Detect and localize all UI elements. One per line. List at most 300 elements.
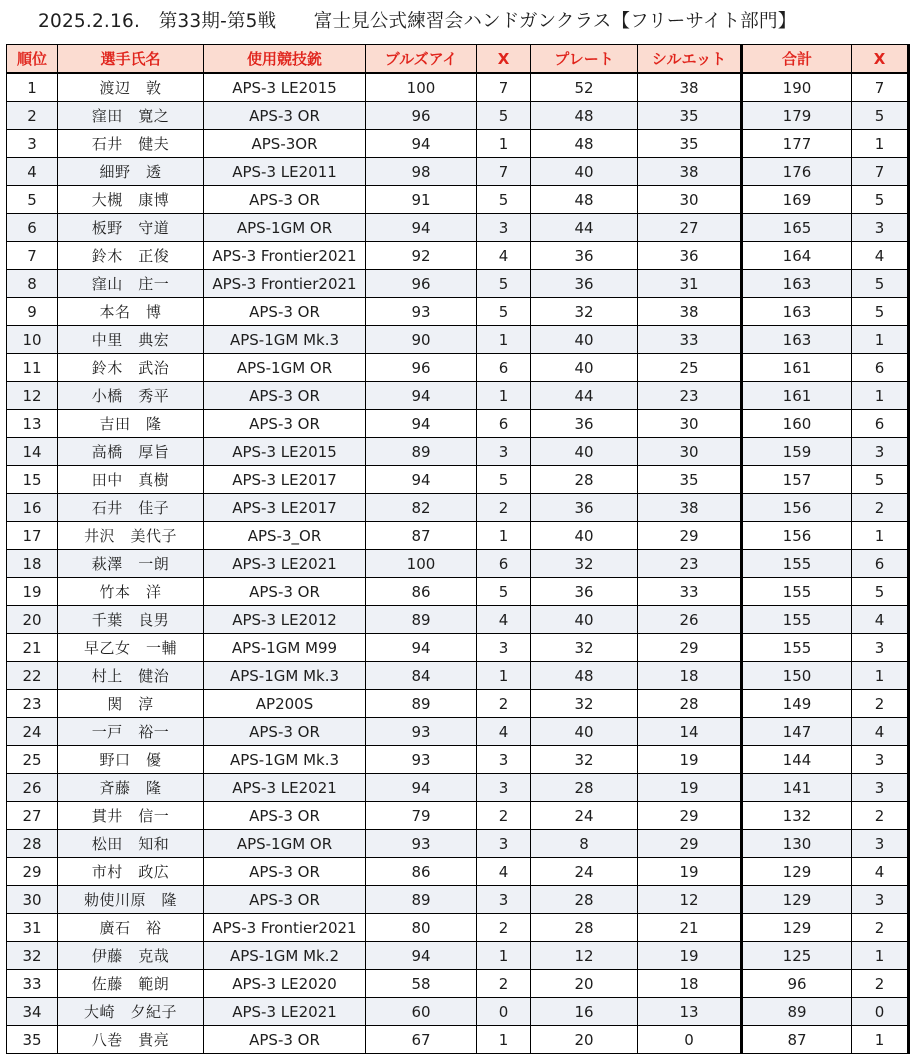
- total-cell: 176: [742, 158, 852, 186]
- results-table: [6, 44, 910, 1054]
- bullseye-cell: 92: [366, 242, 477, 270]
- x-cell: 5: [477, 298, 531, 326]
- bullseye-cell: 94: [366, 130, 477, 158]
- gun-cell: APS-3 OR: [204, 886, 366, 914]
- header-row: [7, 45, 909, 74]
- plate-cell: 28: [531, 914, 638, 942]
- name-cell: 田中 真樹: [58, 466, 204, 494]
- table-row: [7, 662, 909, 690]
- table-row: [7, 242, 909, 270]
- x-cell: 2: [477, 690, 531, 718]
- header-gun: 使用競技銃: [204, 45, 366, 74]
- total-cell: 125: [742, 942, 852, 970]
- header-total-x: X: [852, 45, 909, 74]
- gun-cell: APS-3 LE2021: [204, 774, 366, 802]
- bullseye-cell: 82: [366, 494, 477, 522]
- bullseye-cell: 58: [366, 970, 477, 998]
- gun-cell: APS-3 OR: [204, 578, 366, 606]
- total-cell: 169: [742, 186, 852, 214]
- name-cell: 中里 典宏: [58, 326, 204, 354]
- name-cell: 貫井 信一: [58, 802, 204, 830]
- plate-cell: 48: [531, 130, 638, 158]
- plate-cell: 40: [531, 158, 638, 186]
- name-cell: 高橋 厚旨: [58, 438, 204, 466]
- total-x-cell: 1: [852, 326, 909, 354]
- rank-cell: 4: [7, 158, 58, 186]
- bullseye-cell: 96: [366, 270, 477, 298]
- rank-cell: 33: [7, 970, 58, 998]
- plate-cell: 36: [531, 494, 638, 522]
- total-cell: 165: [742, 214, 852, 242]
- total-cell: 159: [742, 438, 852, 466]
- name-cell: 渡辺 敦: [58, 73, 204, 102]
- total-cell: 177: [742, 130, 852, 158]
- rank-cell: 23: [7, 690, 58, 718]
- name-cell: 窪山 庄一: [58, 270, 204, 298]
- gun-cell: APS-3 OR: [204, 1026, 366, 1054]
- total-x-cell: 5: [852, 466, 909, 494]
- total-x-cell: 6: [852, 354, 909, 382]
- x-cell: 1: [477, 522, 531, 550]
- total-x-cell: 5: [852, 186, 909, 214]
- plate-cell: 28: [531, 886, 638, 914]
- total-cell: 155: [742, 634, 852, 662]
- silhouette-cell: 19: [638, 858, 742, 886]
- table-row: [7, 73, 909, 102]
- gun-cell: APS-3 OR: [204, 186, 366, 214]
- name-cell: 早乙女 一輔: [58, 634, 204, 662]
- plate-cell: 40: [531, 438, 638, 466]
- gun-cell: APS-3 LE2021: [204, 998, 366, 1026]
- silhouette-cell: 27: [638, 214, 742, 242]
- table-row: [7, 634, 909, 662]
- name-cell: 鈴木 正俊: [58, 242, 204, 270]
- total-x-cell: 6: [852, 410, 909, 438]
- total-cell: 179: [742, 102, 852, 130]
- silhouette-cell: 29: [638, 522, 742, 550]
- total-x-cell: 3: [852, 746, 909, 774]
- name-cell: 大崎 夕紀子: [58, 998, 204, 1026]
- total-x-cell: 5: [852, 102, 909, 130]
- gun-cell: APS-3 LE2020: [204, 970, 366, 998]
- plate-cell: 28: [531, 466, 638, 494]
- bullseye-cell: 96: [366, 354, 477, 382]
- bullseye-cell: 90: [366, 326, 477, 354]
- silhouette-cell: 29: [638, 802, 742, 830]
- bullseye-cell: 93: [366, 718, 477, 746]
- name-cell: 野口 優: [58, 746, 204, 774]
- silhouette-cell: 33: [638, 326, 742, 354]
- rank-cell: 31: [7, 914, 58, 942]
- plate-cell: 40: [531, 326, 638, 354]
- total-cell: 155: [742, 578, 852, 606]
- gun-cell: APS-3 OR: [204, 718, 366, 746]
- table-row: [7, 718, 909, 746]
- gun-cell: APS-3 LE2021: [204, 550, 366, 578]
- rank-cell: 19: [7, 578, 58, 606]
- gun-cell: APS-3 Frontier2021: [204, 242, 366, 270]
- gun-cell: APS-1GM OR: [204, 214, 366, 242]
- silhouette-cell: 38: [638, 494, 742, 522]
- silhouette-cell: 21: [638, 914, 742, 942]
- total-cell: 163: [742, 326, 852, 354]
- rank-cell: 21: [7, 634, 58, 662]
- name-cell: 佐藤 範朗: [58, 970, 204, 998]
- total-cell: 129: [742, 914, 852, 942]
- name-cell: 廣石 裕: [58, 914, 204, 942]
- gun-cell: APS-1GM OR: [204, 830, 366, 858]
- total-x-cell: 4: [852, 858, 909, 886]
- rank-cell: 9: [7, 298, 58, 326]
- table-row: [7, 130, 909, 158]
- bullseye-cell: 80: [366, 914, 477, 942]
- x-cell: 3: [477, 746, 531, 774]
- gun-cell: APS-3OR: [204, 130, 366, 158]
- total-x-cell: 5: [852, 298, 909, 326]
- total-cell: 147: [742, 718, 852, 746]
- plate-cell: 8: [531, 830, 638, 858]
- table-row: [7, 802, 909, 830]
- x-cell: 2: [477, 494, 531, 522]
- total-cell: 155: [742, 550, 852, 578]
- total-cell: 163: [742, 270, 852, 298]
- x-cell: 3: [477, 830, 531, 858]
- total-cell: 157: [742, 466, 852, 494]
- bullseye-cell: 89: [366, 606, 477, 634]
- name-cell: 鈴木 武治: [58, 354, 204, 382]
- total-cell: 129: [742, 886, 852, 914]
- total-x-cell: 4: [852, 606, 909, 634]
- header-rank: 順位: [7, 45, 58, 74]
- plate-cell: 40: [531, 354, 638, 382]
- gun-cell: APS-3 LE2015: [204, 438, 366, 466]
- bullseye-cell: 86: [366, 578, 477, 606]
- rank-cell: 14: [7, 438, 58, 466]
- total-x-cell: 2: [852, 494, 909, 522]
- silhouette-cell: 25: [638, 354, 742, 382]
- total-x-cell: 7: [852, 73, 909, 102]
- name-cell: 萩澤 一朗: [58, 550, 204, 578]
- total-x-cell: 4: [852, 242, 909, 270]
- bullseye-cell: 94: [366, 214, 477, 242]
- rank-cell: 34: [7, 998, 58, 1026]
- rank-cell: 32: [7, 942, 58, 970]
- x-cell: 2: [477, 802, 531, 830]
- bullseye-cell: 87: [366, 522, 477, 550]
- total-x-cell: 3: [852, 830, 909, 858]
- name-cell: 本名 博: [58, 298, 204, 326]
- bullseye-cell: 94: [366, 466, 477, 494]
- silhouette-cell: 18: [638, 662, 742, 690]
- bullseye-cell: 89: [366, 886, 477, 914]
- bullseye-cell: 84: [366, 662, 477, 690]
- silhouette-cell: 26: [638, 606, 742, 634]
- plate-cell: 44: [531, 214, 638, 242]
- rank-cell: 13: [7, 410, 58, 438]
- total-x-cell: 3: [852, 214, 909, 242]
- x-cell: 5: [477, 578, 531, 606]
- plate-cell: 24: [531, 858, 638, 886]
- silhouette-cell: 14: [638, 718, 742, 746]
- rank-cell: 11: [7, 354, 58, 382]
- rank-cell: 30: [7, 886, 58, 914]
- name-cell: 石井 健夫: [58, 130, 204, 158]
- plate-cell: 32: [531, 746, 638, 774]
- x-cell: 1: [477, 382, 531, 410]
- header-x: X: [477, 45, 531, 74]
- bullseye-cell: 94: [366, 942, 477, 970]
- plate-cell: 48: [531, 662, 638, 690]
- silhouette-cell: 38: [638, 298, 742, 326]
- rank-cell: 20: [7, 606, 58, 634]
- plate-cell: 16: [531, 998, 638, 1026]
- name-cell: 関 淳: [58, 690, 204, 718]
- total-cell: 161: [742, 382, 852, 410]
- header-total: 合計: [742, 45, 852, 74]
- x-cell: 6: [477, 550, 531, 578]
- bullseye-cell: 94: [366, 634, 477, 662]
- rank-cell: 15: [7, 466, 58, 494]
- total-cell: 96: [742, 970, 852, 998]
- plate-cell: 36: [531, 578, 638, 606]
- table-row: [7, 914, 909, 942]
- silhouette-cell: 36: [638, 242, 742, 270]
- plate-cell: 20: [531, 1026, 638, 1054]
- plate-cell: 32: [531, 550, 638, 578]
- bullseye-cell: 86: [366, 858, 477, 886]
- table-row: [7, 298, 909, 326]
- plate-cell: 32: [531, 634, 638, 662]
- gun-cell: APS-1GM M99: [204, 634, 366, 662]
- header-plate: プレート: [531, 45, 638, 74]
- gun-cell: APS-3 OR: [204, 802, 366, 830]
- table-row: [7, 942, 909, 970]
- name-cell: 伊藤 克哉: [58, 942, 204, 970]
- plate-cell: 52: [531, 73, 638, 102]
- silhouette-cell: 33: [638, 578, 742, 606]
- total-cell: 89: [742, 998, 852, 1026]
- x-cell: 3: [477, 886, 531, 914]
- bullseye-cell: 98: [366, 158, 477, 186]
- plate-cell: 40: [531, 522, 638, 550]
- plate-cell: 28: [531, 774, 638, 802]
- table-row: [7, 606, 909, 634]
- total-x-cell: 1: [852, 1026, 909, 1054]
- total-x-cell: 1: [852, 382, 909, 410]
- gun-cell: APS-1GM Mk.2: [204, 942, 366, 970]
- table-row: [7, 214, 909, 242]
- x-cell: 7: [477, 73, 531, 102]
- total-cell: 156: [742, 494, 852, 522]
- bullseye-cell: 91: [366, 186, 477, 214]
- table-row: [7, 494, 909, 522]
- total-cell: 141: [742, 774, 852, 802]
- table-row: [7, 690, 909, 718]
- x-cell: 2: [477, 914, 531, 942]
- total-cell: 149: [742, 690, 852, 718]
- rank-cell: 2: [7, 102, 58, 130]
- gun-cell: APS-1GM OR: [204, 354, 366, 382]
- total-x-cell: 4: [852, 718, 909, 746]
- total-x-cell: 5: [852, 270, 909, 298]
- table-row: [7, 522, 909, 550]
- gun-cell: APS-3 OR: [204, 382, 366, 410]
- silhouette-cell: 30: [638, 438, 742, 466]
- name-cell: 細野 透: [58, 158, 204, 186]
- rank-cell: 3: [7, 130, 58, 158]
- silhouette-cell: 38: [638, 158, 742, 186]
- name-cell: 大槻 康博: [58, 186, 204, 214]
- total-cell: 144: [742, 746, 852, 774]
- x-cell: 7: [477, 158, 531, 186]
- rank-cell: 16: [7, 494, 58, 522]
- gun-cell: APS-3 OR: [204, 858, 366, 886]
- name-cell: 板野 守道: [58, 214, 204, 242]
- bullseye-cell: 94: [366, 774, 477, 802]
- rank-cell: 25: [7, 746, 58, 774]
- total-x-cell: 3: [852, 774, 909, 802]
- bullseye-cell: 79: [366, 802, 477, 830]
- total-x-cell: 3: [852, 634, 909, 662]
- gun-cell: APS-3 LE2015: [204, 73, 366, 102]
- total-cell: 150: [742, 662, 852, 690]
- x-cell: 5: [477, 102, 531, 130]
- total-cell: 130: [742, 830, 852, 858]
- plate-cell: 36: [531, 410, 638, 438]
- silhouette-cell: 29: [638, 830, 742, 858]
- x-cell: 3: [477, 214, 531, 242]
- table-row: [7, 438, 909, 466]
- results-body: [7, 73, 909, 1054]
- table-row: [7, 354, 909, 382]
- total-x-cell: 3: [852, 886, 909, 914]
- x-cell: 1: [477, 1026, 531, 1054]
- plate-cell: 32: [531, 298, 638, 326]
- total-cell: 160: [742, 410, 852, 438]
- total-x-cell: 2: [852, 690, 909, 718]
- total-x-cell: 3: [852, 438, 909, 466]
- total-cell: 155: [742, 606, 852, 634]
- rank-cell: 27: [7, 802, 58, 830]
- total-cell: 129: [742, 858, 852, 886]
- plate-cell: 20: [531, 970, 638, 998]
- table-row: [7, 382, 909, 410]
- x-cell: 4: [477, 858, 531, 886]
- gun-cell: APS-3 OR: [204, 410, 366, 438]
- plate-cell: 36: [531, 242, 638, 270]
- total-x-cell: 1: [852, 130, 909, 158]
- silhouette-cell: 23: [638, 382, 742, 410]
- rank-cell: 8: [7, 270, 58, 298]
- table-row: [7, 410, 909, 438]
- x-cell: 1: [477, 942, 531, 970]
- total-cell: 163: [742, 298, 852, 326]
- name-cell: 一戸 裕一: [58, 718, 204, 746]
- silhouette-cell: 12: [638, 886, 742, 914]
- name-cell: 松田 知和: [58, 830, 204, 858]
- silhouette-cell: 38: [638, 73, 742, 102]
- silhouette-cell: 31: [638, 270, 742, 298]
- name-cell: 村上 健治: [58, 662, 204, 690]
- rank-cell: 28: [7, 830, 58, 858]
- bullseye-cell: 96: [366, 102, 477, 130]
- x-cell: 5: [477, 270, 531, 298]
- gun-cell: APS-3 LE2012: [204, 606, 366, 634]
- silhouette-cell: 0: [638, 1026, 742, 1054]
- table-row: [7, 746, 909, 774]
- name-cell: 小橋 秀平: [58, 382, 204, 410]
- name-cell: 斉藤 隆: [58, 774, 204, 802]
- x-cell: 1: [477, 130, 531, 158]
- table-row: [7, 270, 909, 298]
- table-row: [7, 1026, 909, 1054]
- rank-cell: 5: [7, 186, 58, 214]
- total-cell: 132: [742, 802, 852, 830]
- gun-cell: APS-3 LE2011: [204, 158, 366, 186]
- rank-cell: 1: [7, 73, 58, 102]
- header-name: 選手氏名: [58, 45, 204, 74]
- x-cell: 5: [477, 186, 531, 214]
- table-row: [7, 970, 909, 998]
- plate-cell: 36: [531, 270, 638, 298]
- name-cell: 石井 佳子: [58, 494, 204, 522]
- rank-cell: 35: [7, 1026, 58, 1054]
- bullseye-cell: 100: [366, 73, 477, 102]
- table-row: [7, 830, 909, 858]
- table-row: [7, 858, 909, 886]
- silhouette-cell: 28: [638, 690, 742, 718]
- x-cell: 3: [477, 438, 531, 466]
- x-cell: 2: [477, 970, 531, 998]
- gun-cell: APS-1GM Mk.3: [204, 746, 366, 774]
- table-row: [7, 998, 909, 1026]
- name-cell: 千葉 良男: [58, 606, 204, 634]
- total-x-cell: 0: [852, 998, 909, 1026]
- silhouette-cell: 18: [638, 970, 742, 998]
- table-row: [7, 578, 909, 606]
- silhouette-cell: 19: [638, 942, 742, 970]
- silhouette-cell: 23: [638, 550, 742, 578]
- x-cell: 3: [477, 774, 531, 802]
- rank-cell: 6: [7, 214, 58, 242]
- x-cell: 4: [477, 242, 531, 270]
- gun-cell: APS-3 LE2017: [204, 466, 366, 494]
- rank-cell: 18: [7, 550, 58, 578]
- x-cell: 1: [477, 662, 531, 690]
- bullseye-cell: 94: [366, 382, 477, 410]
- table-row: [7, 550, 909, 578]
- silhouette-cell: 35: [638, 102, 742, 130]
- total-x-cell: 6: [852, 550, 909, 578]
- total-cell: 161: [742, 354, 852, 382]
- gun-cell: APS-3 Frontier2021: [204, 270, 366, 298]
- total-x-cell: 1: [852, 662, 909, 690]
- plate-cell: 24: [531, 802, 638, 830]
- name-cell: 竹本 洋: [58, 578, 204, 606]
- silhouette-cell: 19: [638, 746, 742, 774]
- silhouette-cell: 13: [638, 998, 742, 1026]
- bullseye-cell: 93: [366, 298, 477, 326]
- bullseye-cell: 89: [366, 690, 477, 718]
- name-cell: 吉田 隆: [58, 410, 204, 438]
- gun-cell: APS-3 LE2017: [204, 494, 366, 522]
- table-row: [7, 774, 909, 802]
- rank-cell: 7: [7, 242, 58, 270]
- name-cell: 勅使川原 隆: [58, 886, 204, 914]
- name-cell: 八巻 貴亮: [58, 1026, 204, 1054]
- bullseye-cell: 93: [366, 830, 477, 858]
- bullseye-cell: 60: [366, 998, 477, 1026]
